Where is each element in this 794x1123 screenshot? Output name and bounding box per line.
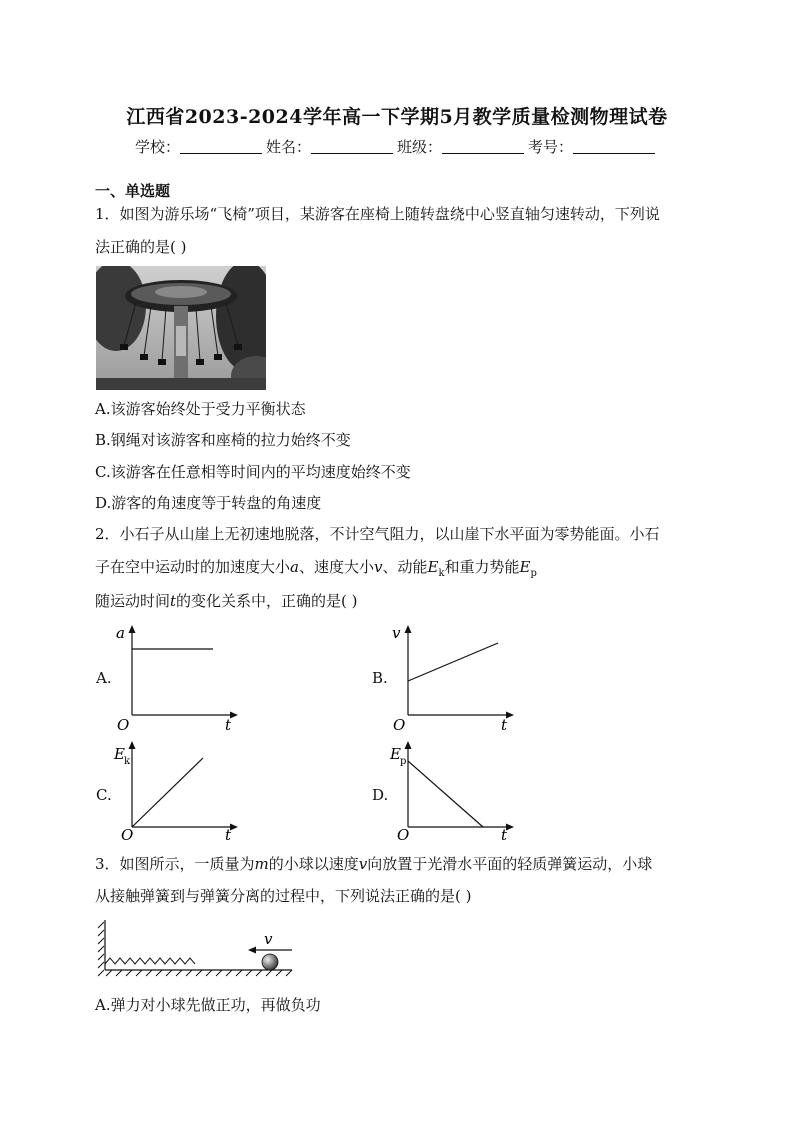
q1-stem-line1: 1．如图为游乐场“飞椅”项目，某游客在座椅上随转盘绕中心竖直轴匀速转动，下列说 <box>95 205 660 223</box>
graph-c-y-sub: k <box>124 756 131 767</box>
q2-stem-line3: 随运动时间t的变化关系中，正确的是( ) <box>95 592 358 610</box>
exam-number-label: 考号： <box>528 138 574 156</box>
q2-option-c-label[interactable]: C. <box>96 786 112 804</box>
graph-a-origin: O <box>117 716 130 734</box>
graph-a-y-label: a <box>116 624 125 642</box>
graph-d[interactable] <box>388 738 518 843</box>
velocity-label: v <box>264 930 273 948</box>
q1-stem-line2: 法正确的是( ) <box>95 238 187 256</box>
section-heading: 一、单选题 <box>95 182 171 200</box>
q2-stem-line1: 2．小石子从山崖上无初速地脱落，不计空气阻力，以山崖下水平面为零势能面。小石 <box>95 525 660 543</box>
q3-stem-line1: 3．如图所示，一质量为m的小球以速度v向放置于光滑水平面的轻质弹簧运动，小球 <box>95 855 653 873</box>
graph-c-x-label: t <box>225 826 232 843</box>
exam-number-blank[interactable] <box>573 139 655 154</box>
q1-option-a[interactable]: A.该游客始终处于受力平衡状态 <box>95 400 306 418</box>
graph-c-origin: O <box>121 826 134 843</box>
ball <box>262 954 278 970</box>
graph-d-line <box>408 761 483 827</box>
q3-option-a[interactable]: A.弹力对小球先做正功，再做负功 <box>95 996 321 1014</box>
graph-d-y-sub: p <box>400 756 407 767</box>
q1-option-d[interactable]: D.游客的角速度等于转盘的角速度 <box>95 494 322 512</box>
q3-stem-line2: 从接触弹簧到与弹簧分离的过程中，下列说法正确的是( ) <box>95 887 472 905</box>
graph-b[interactable] <box>388 620 518 735</box>
graph-a-x-label: t <box>225 716 232 734</box>
graph-d-origin: O <box>397 826 410 843</box>
q2-option-d-label[interactable]: D. <box>372 786 389 804</box>
graph-d-x-label: t <box>501 826 508 843</box>
graph-c-line <box>132 758 203 827</box>
class-label: 班级： <box>397 138 443 156</box>
school-label: 学校： <box>134 138 180 156</box>
graph-b-origin: O <box>393 716 406 734</box>
student-info-line <box>0 136 794 157</box>
school-blank[interactable] <box>180 139 262 154</box>
graph-c[interactable] <box>112 738 242 843</box>
q2-option-a-label[interactable]: A. <box>96 669 112 687</box>
graph-a[interactable] <box>112 620 242 735</box>
spring-ball-figure <box>96 918 296 980</box>
class-blank[interactable] <box>442 139 524 154</box>
name-blank[interactable] <box>311 139 393 154</box>
q2-option-b-label[interactable]: B. <box>372 669 388 687</box>
q2-stem-line2: 子在空中运动时的加速度大小a、速度大小v、动能$E_k$和重力势能$E_p$ <box>95 558 537 579</box>
name-label: 姓名： <box>265 138 311 156</box>
graph-c-y-label: E <box>114 745 125 763</box>
swing-ride-photo <box>96 266 266 390</box>
page-title: 江西省2023-2024学年高一下学期5月教学质量检测物理试卷 <box>126 106 668 128</box>
q1-option-b[interactable]: B.钢绳对该游客和座椅的拉力始终不变 <box>95 431 351 449</box>
graph-b-line <box>408 643 498 681</box>
graph-b-x-label: t <box>501 716 508 734</box>
spring <box>105 958 195 964</box>
q1-option-c[interactable]: C.该游客在任意相等时间内的平均速度始终不变 <box>95 463 411 481</box>
graph-b-y-label: v <box>392 624 401 642</box>
graph-d-y-label: E <box>390 745 401 763</box>
